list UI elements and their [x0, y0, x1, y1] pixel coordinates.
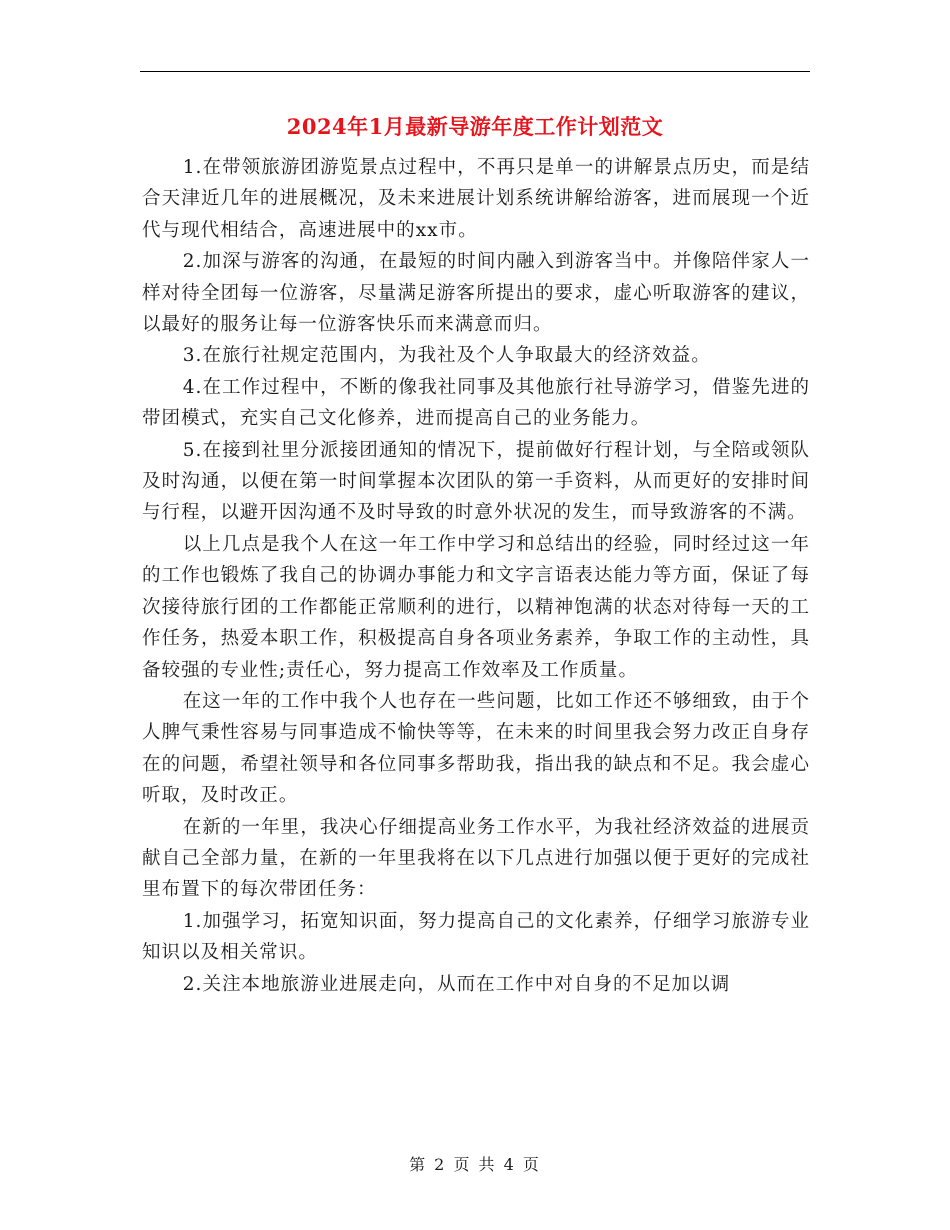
paragraph: 1.加强学习，拓宽知识面，努力提高自己的文化素养，仔细学习旅游专业知识以及相关常识。	[142, 910, 810, 964]
paragraph: 以上几点是我个人在这一年工作中学习和总结出的经验，同时经过这一年的工作也锻炼了我自己的协调办事能力和文字言语表达能力等方面，保证了每次接待旅行团的工作都能正常顺利的进行，以精神饱满的状态对待每一天的工作任务，热爱本职工作，积极提高自身各项业务素养，争取工作的主动性，具备较强的专业性;责任心，努力提高工作效率及工作质量。	[142, 533, 810, 681]
document-body	[142, 152, 810, 1000]
header-rule	[140, 71, 810, 72]
page-footer: 第 2 页 共 4 页	[409, 1155, 541, 1174]
paragraph: 在新的一年里，我决心仔细提高业务工作水平，为我社经济效益的进展贡献自己全部力量，在新的一年里我将在以下几点进行加强以便于更好的完成社里布置下的每次带团任务：	[142, 816, 810, 901]
document-title: 2024年1月最新导游年度工作计划范文	[286, 114, 664, 139]
paragraph: 3.在旅行社规定范围内，为我社及个人争取最大的经济效益。	[182, 345, 711, 367]
paragraph: 在这一年的工作中我个人也存在一些问题，比如工作还不够细致，由于个人脾气秉性容易与同事造成不愉快等等，在未来的时间里我会努力改正自身存在的问题，希望社领导和各位同事多帮助我，指出我的缺点和不足。我会虚心听取，及时改正。	[142, 690, 810, 807]
paragraph: 4.在工作过程中，不断的像我社同事及其他旅行社导游学习，借鉴先进的带团模式，充实自己文化修养，进而提高自己的业务能力。	[142, 376, 810, 430]
paragraph: 2.关注本地旅游业进展走向，从而在工作中对自身的不足加以调	[182, 973, 731, 995]
paragraph: 2.加深与游客的沟通，在最短的时间内融入到游客当中。并像陪伴家人一样对待全团每一位游客，尽量满足游客所提出的要求，虚心听取游客的建议，以最好的服务让每一位游客快乐而来满意而归。	[142, 251, 810, 336]
paragraph: 5.在接到社里分派接团通知的情况下，提前做好行程计划，与全陪或领队及时沟通，以便在第一时间掌握本次团队的第一手资料，从而更好的安排时间与行程，以避开因沟通不及时导致的时意外状况的发生，而导致游客的不满。	[142, 439, 810, 524]
paragraph: 1.在带领旅游团游览景点过程中，不再只是单一的讲解景点历史，而是结合天津近几年的进展概况，及未来进展计划系统讲解给游客，进而展现一个近代与现代相结合，高速进展中的xx市。	[142, 157, 810, 241]
